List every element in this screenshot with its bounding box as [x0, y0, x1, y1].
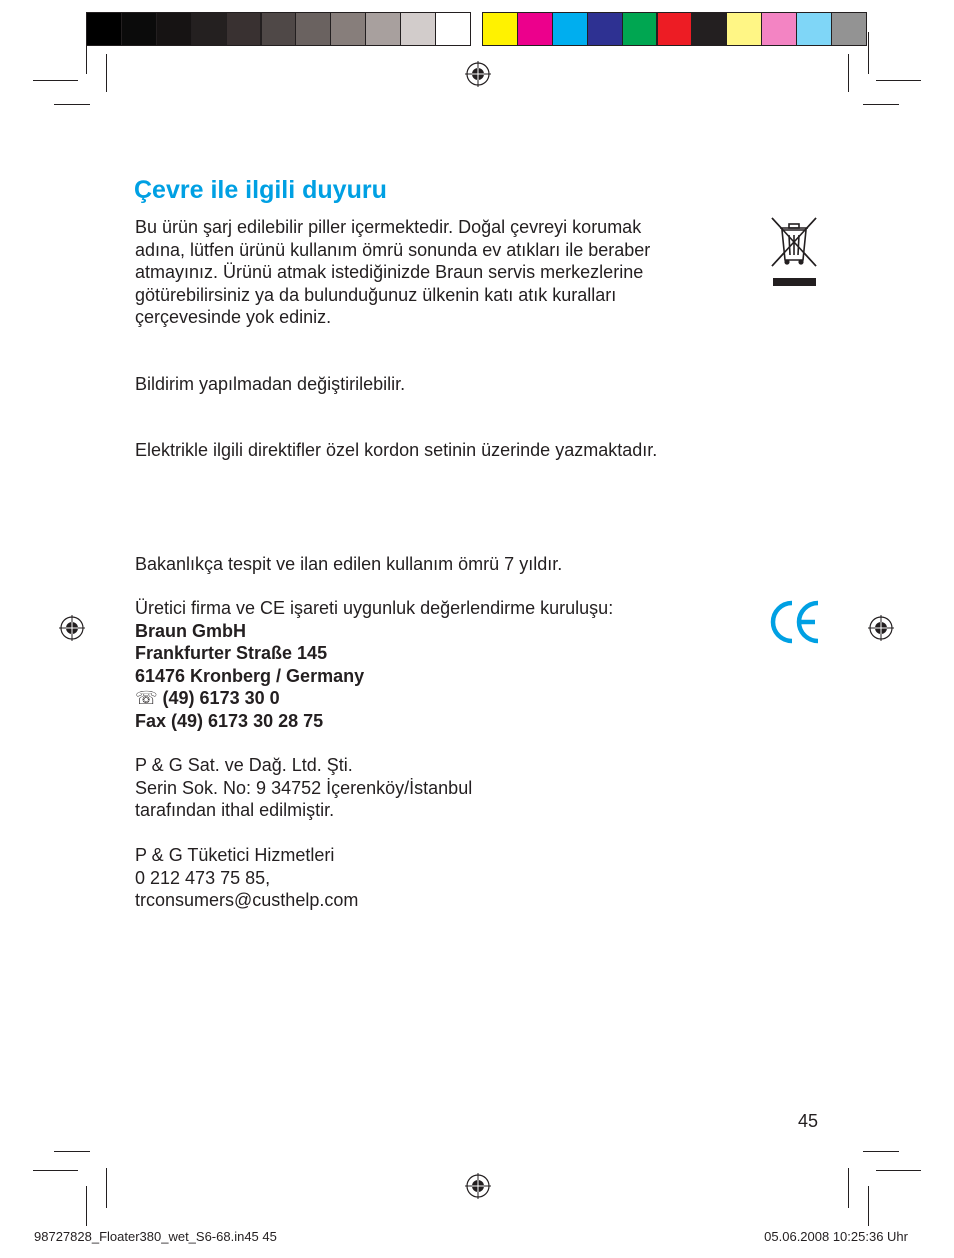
- color-swatch: [482, 12, 518, 46]
- grayscale-swatch: [400, 12, 436, 46]
- consumer-service-block: [135, 844, 358, 912]
- importer-line: P & G Sat. ve Dağ. Ltd. Şti.: [135, 755, 353, 775]
- grayscale-swatch: [156, 12, 192, 46]
- importer-line: Serin Sok. No: 9 34752 İçerenköy/İstanbul: [135, 777, 473, 798]
- env-line: çerçevesinde yok ediniz.: [135, 307, 332, 327]
- env-line: götürebilirsiniz ya da bulunduğunuz ülkenin katı atık kuralları: [135, 284, 617, 305]
- notice-electric: Elektrikle ilgili direktifler özel kordon setinin üzerinde yazmaktadır.: [135, 440, 658, 460]
- color-swatch: [657, 12, 693, 46]
- ce-mark-icon: [768, 598, 822, 646]
- grayscale-swatch: [226, 12, 262, 46]
- manufacturer-fax: Fax (49) 6173 30 28 75: [135, 710, 324, 731]
- manufacturer-phone: (49) 6173 30 0: [162, 688, 280, 708]
- grayscale-swatch: [261, 12, 297, 46]
- importer-line: tarafından ithal edilmiştir.: [135, 800, 335, 820]
- color-swatch: [517, 12, 553, 46]
- color-swatch: [552, 12, 588, 46]
- registration-mark-icon: [868, 615, 894, 641]
- consumer-service-phone: 0 212 473 75 85,: [135, 867, 271, 888]
- notice-lifetime: Bakanlıkça tespit ve ilan edilen kullanım ömrü 7 yıldır.: [135, 554, 563, 574]
- color-swatch: [622, 12, 658, 46]
- manufacturer-phone-row: [135, 687, 613, 710]
- registration-mark-icon: [465, 61, 491, 87]
- phone-icon: ☏: [135, 688, 158, 708]
- grayscale-swatch: [295, 12, 331, 46]
- manufacturer-city: 61476 Kronberg / Germany: [135, 665, 365, 686]
- color-swatch: [587, 12, 623, 46]
- grayscale-swatch: [191, 12, 227, 46]
- env-paragraph: [135, 216, 650, 329]
- consumer-service-email: trconsumers@custhelp.com: [135, 890, 359, 910]
- notice-change: Bildirim yapılmadan değiştirilebilir.: [135, 374, 406, 394]
- grayscale-swatch: [330, 12, 366, 46]
- env-line: atmayınız. Ürünü atmak istediğinizde Braun servis merkezlerine: [135, 262, 644, 282]
- consumer-service-line: P & G Tüketici Hizmetleri: [135, 845, 335, 865]
- page-title: Çevre ile ilgili duyuru: [134, 176, 387, 204]
- grayscale-swatch: [86, 12, 122, 46]
- registration-mark-icon: [465, 1173, 491, 1199]
- color-swatch: [831, 12, 867, 46]
- manufacturer-block: [135, 597, 613, 732]
- crossed-out-wheelie-bin-icon: [768, 216, 820, 288]
- color-swatch: [726, 12, 762, 46]
- page-number: 45: [798, 1111, 819, 1131]
- grayscale-swatch: [121, 12, 157, 46]
- importer-block: [135, 754, 472, 822]
- color-swatch: [691, 12, 727, 46]
- grayscale-swatch: [435, 12, 471, 46]
- color-swatch: [796, 12, 832, 46]
- manufacturer-street: Frankfurter Straße 145: [135, 643, 328, 663]
- manufacturer-intro: Üretici firma ve CE işareti uygunluk değerlendirme kuruluşu:: [135, 598, 614, 618]
- slug-file: 98727828_Floater380_wet_S6-68.in45 45: [34, 1229, 277, 1244]
- env-line: adına, lütfen ürünü kullanım ömrü sonunda ev atıkları ile beraber: [135, 239, 651, 260]
- manufacturer-name: Braun GmbH: [135, 620, 247, 641]
- registration-mark-icon: [59, 615, 85, 641]
- grayscale-swatch: [365, 12, 401, 46]
- env-line: Bu ürün şarj edilebilir piller içermektedir. Doğal çevreyi korumak: [135, 217, 642, 237]
- color-swatch: [761, 12, 797, 46]
- slug-datetime: 05.06.2008 10:25:36 Uhr: [764, 1229, 908, 1244]
